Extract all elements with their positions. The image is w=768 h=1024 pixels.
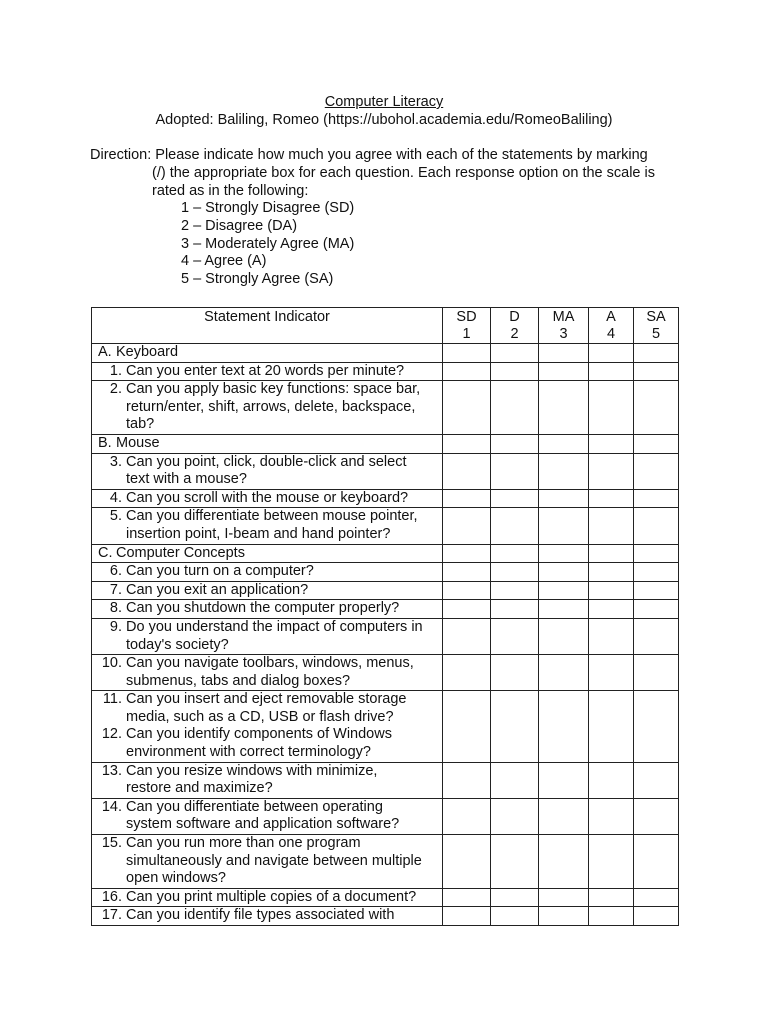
statement-cell [92, 762, 443, 798]
rating-checkbox-cell[interactable] [589, 655, 634, 691]
item-number: 3. [109, 453, 122, 470]
section-name: Keyboard [116, 344, 179, 360]
rating-checkbox-cell[interactable] [491, 798, 539, 834]
scale-item: 5 – Strongly Agree (SA) [181, 271, 334, 288]
rating-checkbox-cell[interactable] [589, 907, 634, 926]
item-number: 7. [109, 581, 122, 598]
rating-checkbox-cell[interactable] [634, 381, 679, 435]
rating-checkbox-cell[interactable] [443, 344, 491, 363]
item-text-line: Can you run more than one program [126, 835, 361, 852]
table-header-row [92, 308, 679, 344]
rating-checkbox-cell[interactable] [443, 563, 491, 582]
item-text-line: Can you resize windows with minimize, [126, 762, 378, 779]
header-col-ma: MA 3 [539, 308, 589, 344]
rating-checkbox-cell[interactable] [539, 691, 589, 762]
rating-checkbox-cell[interactable] [634, 691, 679, 762]
table-row [92, 600, 679, 619]
rating-checkbox-cell[interactable] [539, 381, 589, 435]
rating-checkbox-cell[interactable] [589, 835, 634, 889]
rating-checkbox-cell[interactable] [539, 344, 589, 363]
rating-checkbox-cell[interactable] [539, 835, 589, 889]
rating-checkbox-cell[interactable] [634, 563, 679, 582]
scale-item: 1 – Strongly Disagree (SD) [181, 200, 355, 216]
item-number: 9. [109, 618, 122, 635]
item-text [126, 454, 442, 489]
item-number: 6. [109, 563, 122, 580]
statement-cell [92, 835, 443, 889]
item-number: 15. [101, 835, 122, 852]
item-text-line: text with a mouse? [126, 471, 247, 488]
rating-checkbox-cell[interactable] [443, 907, 491, 926]
item-number: 2. [109, 381, 122, 398]
statement-item [92, 582, 442, 600]
item-text-line: tab? [126, 416, 155, 433]
item-text [126, 799, 442, 834]
item-text [126, 889, 442, 907]
statement-item [92, 726, 442, 761]
rating-checkbox-cell[interactable] [491, 508, 539, 544]
rating-checkbox-cell[interactable] [539, 563, 589, 582]
item-text [126, 563, 442, 581]
section-heading [92, 544, 443, 563]
table-row [92, 655, 679, 691]
rating-checkbox-cell[interactable] [443, 362, 491, 381]
rating-checkbox-cell[interactable] [589, 381, 634, 435]
rating-checkbox-cell[interactable] [443, 581, 491, 600]
statement-item [92, 381, 442, 434]
statement-item [92, 508, 442, 543]
rating-checkbox-cell[interactable] [589, 563, 634, 582]
item-text-line: Do you understand the impact of computers in [126, 618, 423, 635]
item-text-line: Can you point, click, double-click and select [126, 453, 407, 470]
statement-cell [92, 453, 443, 489]
table-row [92, 907, 679, 926]
item-text [126, 691, 442, 726]
section-row [92, 544, 679, 563]
item-text-line: Can you exit an application? [126, 581, 309, 598]
rating-checkbox-cell[interactable] [634, 888, 679, 907]
rating-checkbox-cell[interactable] [634, 508, 679, 544]
section-heading [92, 434, 443, 453]
rating-checkbox-cell[interactable] [491, 618, 539, 654]
item-text [126, 582, 442, 600]
rating-checkbox-cell[interactable] [539, 434, 589, 453]
table-row [92, 489, 679, 508]
direction-line-2: (/) the appropriate box for each question. Each response option on the scale is [152, 164, 655, 181]
item-text-line: Can you apply basic key functions: space bar, [126, 381, 421, 398]
section-letter: B. [98, 434, 112, 451]
rating-checkbox-cell[interactable] [589, 762, 634, 798]
table-row [92, 798, 679, 834]
rating-checkbox-cell[interactable] [634, 655, 679, 691]
item-text-line: Can you enter text at 20 words per minute? [126, 362, 405, 379]
rating-checkbox-cell[interactable] [443, 544, 491, 563]
item-text [126, 835, 442, 888]
rating-checkbox-cell[interactable] [539, 888, 589, 907]
statement-item [92, 763, 442, 798]
header-statement-indicator: Statement Indicator [92, 308, 443, 344]
item-text-line: today's society? [126, 636, 229, 653]
item-text [126, 381, 442, 434]
item-text [126, 508, 442, 543]
item-number: 5. [109, 508, 122, 525]
item-text-line: Can you identify components of Windows [126, 726, 392, 743]
direction-line-1: Direction: Please indicate how much you agree with each of the statements by marking [90, 147, 648, 163]
item-number: 14. [101, 798, 122, 815]
table-row [92, 362, 679, 381]
header-col-a: A 4 [589, 308, 634, 344]
statement-cell [92, 489, 443, 508]
section-letter: A. [98, 344, 112, 360]
item-number: 4. [109, 489, 122, 506]
item-number: 13. [101, 762, 122, 779]
rating-checkbox-cell[interactable] [634, 581, 679, 600]
item-text-line: return/enter, shift, arrows, delete, backspace, [126, 398, 416, 415]
table-row [92, 563, 679, 582]
rating-checkbox-cell[interactable] [491, 434, 539, 453]
rating-checkbox-cell[interactable] [634, 762, 679, 798]
statement-item [92, 563, 442, 581]
item-text-line: Can you differentiate between mouse pointer, [126, 508, 418, 525]
direction-line-3: rated as in the following: [152, 182, 309, 199]
statement-cell [92, 563, 443, 582]
rating-checkbox-cell[interactable] [634, 835, 679, 889]
item-text-line: restore and maximize? [126, 780, 273, 797]
rating-checkbox-cell[interactable] [589, 344, 634, 363]
document-title: Computer Literacy [324, 94, 444, 110]
table-row [92, 381, 679, 435]
rating-checkbox-cell[interactable] [491, 691, 539, 762]
rating-checkbox-cell[interactable] [589, 600, 634, 619]
item-number: 16. [101, 888, 122, 905]
rating-checkbox-cell[interactable] [589, 798, 634, 834]
statement-cell [92, 381, 443, 435]
header-col-sd: SD 1 [443, 308, 491, 344]
rating-checkbox-cell[interactable] [443, 489, 491, 508]
statement-cell [92, 508, 443, 544]
item-text [126, 907, 442, 925]
statement-item [92, 363, 442, 381]
rating-checkbox-cell[interactable] [589, 508, 634, 544]
table-row [92, 508, 679, 544]
item-number: 12. [101, 726, 122, 743]
rating-checkbox-cell[interactable] [634, 600, 679, 619]
rating-checkbox-cell[interactable] [539, 907, 589, 926]
rating-checkbox-cell[interactable] [539, 655, 589, 691]
rating-checkbox-cell[interactable] [589, 691, 634, 762]
statement-item [92, 889, 442, 907]
item-text-line: environment with correct terminology? [126, 744, 371, 761]
item-text-line: open windows? [126, 870, 226, 887]
rating-checkbox-cell[interactable] [539, 798, 589, 834]
statement-cell [92, 655, 443, 691]
item-number: 10. [101, 655, 122, 672]
scale-item: 2 – Disagree (DA) [181, 217, 298, 234]
item-text [126, 655, 442, 690]
item-text-line: Can you turn on a computer? [126, 563, 314, 580]
item-text [126, 763, 442, 798]
table-row [92, 691, 679, 762]
section-letter: C. [98, 544, 113, 561]
rating-checkbox-cell[interactable] [634, 907, 679, 926]
statement-item [92, 490, 442, 508]
rating-checkbox-cell[interactable] [634, 544, 679, 563]
rating-checkbox-cell[interactable] [539, 453, 589, 489]
statement-item [92, 835, 442, 888]
rating-checkbox-cell[interactable] [539, 489, 589, 508]
rating-checkbox-cell[interactable] [491, 563, 539, 582]
rating-checkbox-cell[interactable] [634, 453, 679, 489]
header-col-sa: SA 5 [634, 308, 679, 344]
direction-text [90, 147, 690, 200]
rating-checkbox-cell[interactable] [443, 618, 491, 654]
rating-checkbox-cell[interactable] [589, 618, 634, 654]
rating-checkbox-cell[interactable] [539, 618, 589, 654]
statement-cell [92, 362, 443, 381]
rating-checkbox-cell[interactable] [443, 762, 491, 798]
item-text-line: simultaneously and navigate between multiple [126, 852, 422, 869]
section-name: Computer Concepts [116, 544, 245, 561]
rating-checkbox-cell[interactable] [491, 453, 539, 489]
item-text [126, 363, 442, 381]
rating-checkbox-cell[interactable] [539, 508, 589, 544]
statement-cell [92, 581, 443, 600]
header-col-d: D 2 [491, 308, 539, 344]
rating-checkbox-cell[interactable] [443, 798, 491, 834]
statement-cell [92, 798, 443, 834]
item-number: 1. [109, 362, 122, 379]
rating-checkbox-cell[interactable] [539, 544, 589, 563]
item-number: 11. [102, 691, 122, 708]
rating-checkbox-cell[interactable] [634, 434, 679, 453]
item-text [126, 619, 442, 654]
rating-checkbox-cell[interactable] [589, 888, 634, 907]
section-row [92, 434, 679, 453]
table-row [92, 618, 679, 654]
rating-checkbox-cell[interactable] [443, 434, 491, 453]
rating-checkbox-cell[interactable] [491, 888, 539, 907]
section-name: Mouse [116, 434, 160, 451]
item-text-line: Can you scroll with the mouse or keyboard? [126, 489, 409, 506]
rating-checkbox-cell[interactable] [491, 835, 539, 889]
adopted-credit: Adopted: Baliling, Romeo (https://ubohol.academia.edu/RomeoBaliling) [155, 112, 613, 128]
item-text-line: system software and application software? [126, 816, 400, 833]
rating-checkbox-cell[interactable] [443, 508, 491, 544]
item-text-line: submenus, tabs and dialog boxes? [126, 672, 351, 689]
item-text-line: Can you shutdown the computer properly? [126, 600, 400, 617]
rating-checkbox-cell[interactable] [443, 888, 491, 907]
rating-checkbox-cell[interactable] [443, 691, 491, 762]
rating-checkbox-cell[interactable] [491, 344, 539, 363]
rating-checkbox-cell[interactable] [634, 618, 679, 654]
statement-cell [92, 600, 443, 619]
statement-cell [92, 907, 443, 926]
rating-checkbox-cell[interactable] [589, 544, 634, 563]
rating-checkbox-cell[interactable] [491, 544, 539, 563]
statement-item [92, 799, 442, 834]
rating-checkbox-cell[interactable] [539, 362, 589, 381]
rating-checkbox-cell[interactable] [539, 762, 589, 798]
table-row [92, 762, 679, 798]
statement-item [92, 907, 442, 925]
item-text-line: Can you navigate toolbars, windows, menus, [126, 655, 414, 672]
rating-checkbox-cell[interactable] [589, 581, 634, 600]
statement-cell [92, 888, 443, 907]
rating-checkbox-cell[interactable] [443, 835, 491, 889]
statement-item [92, 619, 442, 654]
rating-checkbox-cell[interactable] [491, 381, 539, 435]
item-text [126, 490, 442, 508]
rating-checkbox-cell[interactable] [491, 489, 539, 508]
rating-checkbox-cell[interactable] [634, 489, 679, 508]
rating-checkbox-cell[interactable] [589, 362, 634, 381]
rating-checkbox-cell[interactable] [589, 489, 634, 508]
statement-cell [92, 691, 443, 762]
item-number: 8. [109, 600, 122, 617]
rating-checkbox-cell[interactable] [634, 362, 679, 381]
item-number: 17. [101, 907, 122, 924]
item-text-line: insertion point, I-beam and hand pointer? [126, 525, 391, 542]
statement-item [92, 655, 442, 690]
section-row [92, 344, 679, 363]
item-text-line: Can you identify file types associated with [126, 907, 395, 924]
rating-checkbox-cell[interactable] [491, 600, 539, 619]
rating-checkbox-cell[interactable] [443, 600, 491, 619]
table-row [92, 581, 679, 600]
scale-item: 3 – Moderately Agree (MA) [181, 235, 355, 252]
statement-item [92, 454, 442, 489]
scale-item: 4 – Agree (A) [181, 253, 267, 270]
item-text-line: Can you print multiple copies of a document? [126, 888, 417, 905]
rating-checkbox-cell[interactable] [491, 762, 539, 798]
statement-cell [92, 618, 443, 654]
rating-checkbox-cell[interactable] [539, 600, 589, 619]
statement-item [92, 691, 442, 726]
item-text-line: Can you differentiate between operating [126, 798, 383, 815]
rating-checkbox-cell[interactable] [634, 344, 679, 363]
rating-checkbox-cell[interactable] [589, 434, 634, 453]
rating-checkbox-cell[interactable] [634, 798, 679, 834]
survey-table [91, 307, 679, 926]
table-row [92, 888, 679, 907]
rating-checkbox-cell[interactable] [443, 453, 491, 489]
item-text [126, 600, 442, 618]
rating-scale [181, 200, 354, 289]
rating-checkbox-cell[interactable] [443, 381, 491, 435]
item-text-line: Can you insert and eject removable storage [126, 691, 407, 708]
table-row [92, 453, 679, 489]
rating-checkbox-cell[interactable] [539, 581, 589, 600]
rating-checkbox-cell[interactable] [491, 581, 539, 600]
rating-checkbox-cell[interactable] [491, 907, 539, 926]
statement-item [92, 600, 442, 618]
rating-checkbox-cell[interactable] [589, 453, 634, 489]
table-row [92, 835, 679, 889]
rating-checkbox-cell[interactable] [491, 362, 539, 381]
section-heading [92, 344, 443, 363]
rating-checkbox-cell[interactable] [443, 655, 491, 691]
item-text-line: media, such as a CD, USB or flash drive? [126, 708, 394, 725]
rating-checkbox-cell[interactable] [491, 655, 539, 691]
item-text [126, 726, 442, 761]
